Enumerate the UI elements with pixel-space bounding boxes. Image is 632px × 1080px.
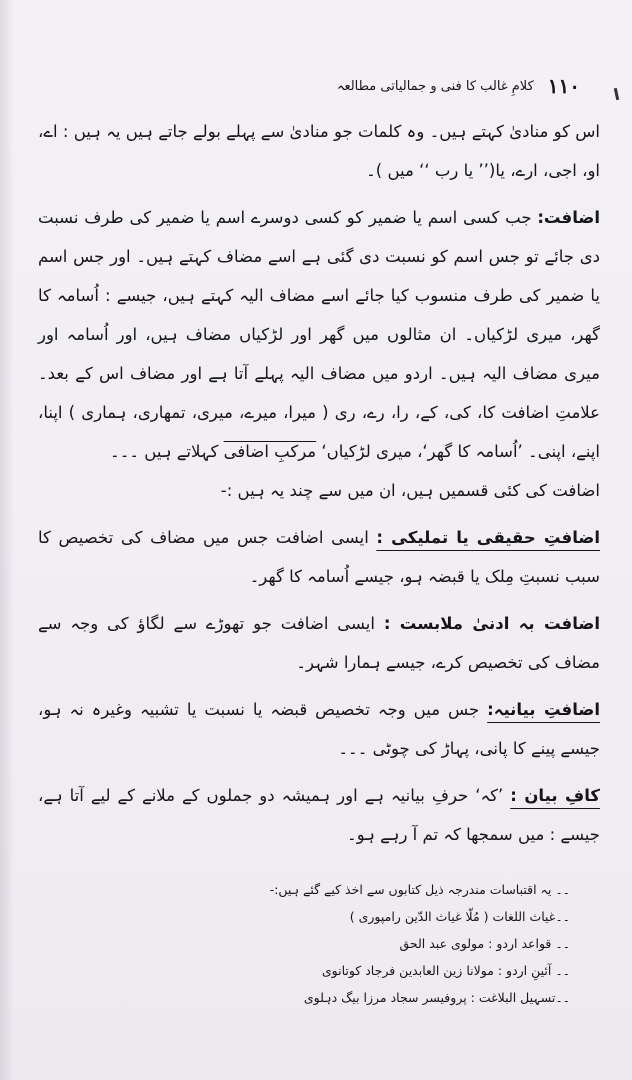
running-title: کلامِ غالب کا فنی و جمالیاتی مطالعہ (336, 78, 534, 94)
spine-shadow (0, 0, 14, 1080)
paragraph-mulabisat (38, 604, 600, 682)
paragraph-vocative: اس کو منادیٰ کہتے ہیں۔ وہ کلمات جو منادیٰ سے پہلے بولے جاتے ہیں یہ ہیں : اے، او، اجی، ارے، یا(’’ یا رب ‘‘ میں )۔ (38, 122, 600, 180)
idafat-definition: جب کسی اسم یا ضمیر کو کسی دوسرے اسم یا ضمیر کی طرف نسبت دی جائے تو جس اسم کو نسبت دی گئی ہے اسے مضاف کہتے ہیں۔ اور جس اسم یا ضمیر کی طرف منسوب کیا جائے اسے مضاف الیہ کہتے ہیں، جیسے : اُسامہ کا گھر، میری لڑکیاں۔ ان مثالوں میں گھر اور لڑکیاں مضاف ہیں، اور اُسامہ اور میری مضاف الیہ ہیں۔ اردو میں مضاف الیہ پہلے آتا ہے اور مضاف اس کے بعد۔ علامتِ اضافت کا، کی، کے، را، رے، ری ( میرا، میرے، میری، تمھاری، ہماری ) اپنا، اپنے، اپنی۔ ’اُسامہ کا گھر‘، میری لڑکیاں‘ (38, 208, 600, 461)
term-mulabisat: اضافت بہ ادنیٰ ملابست : (383, 614, 601, 633)
body-text (38, 112, 600, 854)
paragraph-kaf-bayan (38, 776, 600, 854)
idafat-definition-end: کہلاتے ہیں ۔۔۔ (110, 442, 219, 461)
paragraph-idafat (38, 198, 600, 471)
footnote-item: ۔۔ آئینِ اردو : مولانا زین العابدین فرجاد کوتانوی (321, 963, 570, 978)
mulabisat-definition: ایسی اضافت جو تھوڑے سے لگاؤ کی وجہ سے مضاف کی تخصیص کرے، جیسے ہمارا شہر۔ (38, 614, 600, 672)
paragraph-haqiqi (38, 518, 600, 596)
paragraph-types: اضافت کی کئی قسمیں ہیں، ان میں سے چند یہ ہیں :- (220, 481, 600, 500)
term-haqiqi: اضافتِ حقیقی یا تملیکی : (376, 528, 601, 547)
page-number: ۱۱۰ (547, 74, 580, 98)
term-idafat: اضافت: (537, 208, 600, 227)
stray-mark (614, 88, 619, 100)
footnote-item: ۔۔تسہیل البلاغت : پروفیسر سجاد مرزا بیگ دہلوی (303, 990, 570, 1005)
footnote-intro: ۔۔ یہ اقتباسات مندرجہ ذیل کتابوں سے اخذ کیے گئے ہیں:- (269, 882, 570, 897)
page-header (330, 72, 580, 100)
bayaniya-definition: جس میں وجہ تخصیص قبضہ یا نسبت یا تشبیہ وغیرہ نہ ہو، جیسے پینے کا پانی، پہاڑ کی چوٹی ۔۔۔ (38, 700, 600, 758)
haqiqi-definition: ایسی اضافت جس میں مضاف کی تخصیص کا سبب نسبتِ مِلک یا قبضہ ہو، جیسے اُسامہ کا گھر۔ (38, 528, 600, 586)
footnotes (210, 876, 570, 1011)
footnote-item: ۔۔غیاث اللغات ( مُلّا غیاث الدّین رامپوری ) (349, 909, 570, 924)
term-kaf-bayan: کافِ بیان : (510, 786, 600, 805)
footnote-item: ۔۔ قواعد اردو : مولوی عبد الحق (399, 936, 570, 951)
term-bayaniya: اضافتِ بیانیہ: (487, 700, 601, 719)
paragraph-bayaniya (38, 690, 600, 768)
kaf-bayan-definition: ’کہ‘ حرفِ بیانیہ ہے اور ہمیشہ دو جملوں کے ملانے کے لیے آتا ہے، جیسے : میں سمجھا کہ تم آ رہے ہو۔ (38, 786, 600, 844)
marked-term: مرکبِ اضافی (223, 442, 317, 461)
